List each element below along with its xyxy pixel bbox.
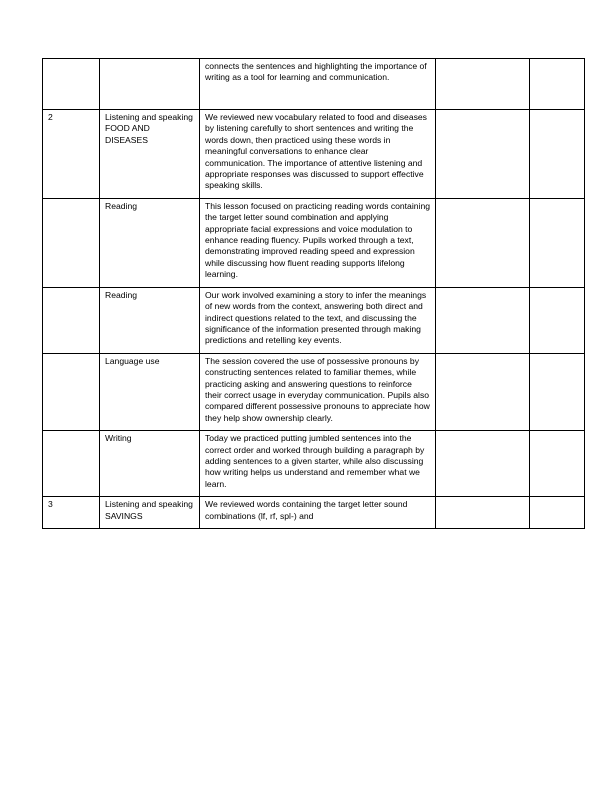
lesson-notes-cell: We reviewed new vocabulary related to food and diseases by listening carefully to short sentences and writing the words down, then practiced using these words in meaningful conversations to enhance clear communication. The importance of attentive listening and appropriate responses was discussed to support effective speaking skills. [200, 110, 436, 199]
lesson-notes-cell: connects the sentences and highlighting the importance of writing as a tool for learning and communication. [200, 59, 436, 110]
table-row [43, 110, 585, 199]
lesson-notes-cell: Our work involved examining a story to infer the meanings of new words from the context, answering both direct and indirect questions related to the text, and discussing the significance of the information presented through making predictions and retelling key events. [200, 287, 436, 353]
table-row [43, 353, 585, 430]
week-cell [43, 198, 100, 287]
empty-cell [530, 110, 585, 199]
table-row [43, 287, 585, 353]
empty-cell [436, 287, 530, 353]
empty-cell [530, 497, 585, 529]
empty-cell [436, 353, 530, 430]
empty-cell [530, 431, 585, 497]
week-cell [43, 353, 100, 430]
lesson-notes-cell: The session covered the use of possessive pronouns by constructing sentences related to familiar themes, while practicing asking and answering questions to reinforce their correct usage in everyday communication. Pupils also compared different possessive pronouns to appreciate how they help show ownership clearly. [200, 353, 436, 430]
empty-cell [530, 287, 585, 353]
week-cell [43, 287, 100, 353]
strand-cell: Listening and speaking SAVINGS [100, 497, 200, 529]
empty-cell [436, 110, 530, 199]
strand-cell [100, 59, 200, 110]
lesson-notes-cell: This lesson focused on practicing reading words containing the target letter sound combination and applying appropriate facial expressions and voice modulation to enhance reading fluency. Pupils worked through a text, demonstrating improved reading speed and expression while discussing how fluent reading supports lifelong learning. [200, 198, 436, 287]
lesson-notes-cell: We reviewed words containing the target letter sound combinations (lf, rf, spl-) and [200, 497, 436, 529]
lesson-notes-cell: Today we practiced putting jumbled sentences into the correct order and worked through building a paragraph by adding sentences to a given starter, while also discussing how writing helps us understand and remember what we learn. [200, 431, 436, 497]
table-row [43, 431, 585, 497]
strand-cell: Listening and speaking FOOD AND DISEASES [100, 110, 200, 199]
week-cell: 3 [43, 497, 100, 529]
strand-cell: Language use [100, 353, 200, 430]
lesson-record-table [42, 58, 585, 529]
empty-cell [436, 431, 530, 497]
week-cell: 2 [43, 110, 100, 199]
table-row [43, 497, 585, 529]
empty-cell [436, 198, 530, 287]
strand-cell: Reading [100, 198, 200, 287]
strand-cell: Writing [100, 431, 200, 497]
empty-cell [530, 59, 585, 110]
strand-cell: Reading [100, 287, 200, 353]
week-cell [43, 431, 100, 497]
empty-cell [530, 198, 585, 287]
empty-cell [436, 59, 530, 110]
week-cell [43, 59, 100, 110]
empty-cell [436, 497, 530, 529]
empty-cell [530, 353, 585, 430]
table-row [43, 198, 585, 287]
table-row [43, 59, 585, 110]
